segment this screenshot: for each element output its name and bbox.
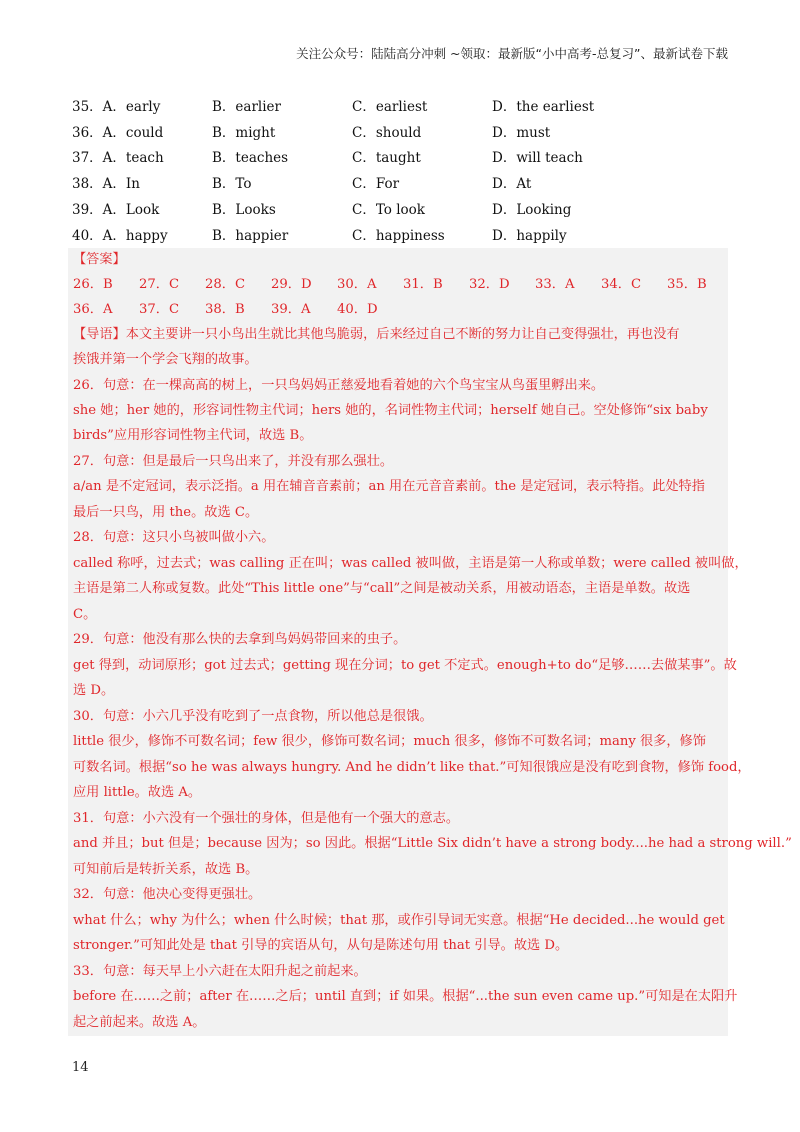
- explanation-line: 32．句意：他决心变得更强壮。: [73, 887, 262, 902]
- option-c: C．To look: [352, 202, 425, 219]
- explanation-line: she 她；her 她的，形容词性物主代词；hers 她的，名词性物主代词；herself 她自己。空处修饰“six baby: [73, 403, 708, 418]
- option-b: B．earlier: [212, 98, 281, 115]
- explanation-line: get 得到，动词原形；got 过去式；getting 现在分词；to get 不定式。enough+to do“足够……去做某事”。故: [73, 658, 737, 673]
- option-list: [72, 92, 732, 247]
- answer-item: 32．D: [469, 277, 510, 292]
- option-c: C．earliest: [352, 98, 428, 115]
- answer-explanation-block: [68, 248, 792, 1036]
- option-c: C．For: [352, 176, 400, 193]
- answer-item: 26．B: [73, 277, 113, 292]
- explanation-line: 可知前后是转折关系，故选 B。: [73, 862, 259, 877]
- explanation-line: 29．句意：他没有那么快的去拿到鸟妈妈带回来的虫子。: [73, 632, 407, 647]
- answer-item: 40．D: [337, 302, 378, 317]
- option-row: [72, 169, 732, 195]
- option-c: C．taught: [352, 150, 421, 167]
- option-d: D．At: [492, 176, 532, 193]
- explanation-line: a/an 是不定冠词，表示泛指。a 用在辅音音素前；an 用在元音音素前。the 是定冠词，表示特指。此处特指: [73, 479, 705, 494]
- option-d: D．will teach: [492, 150, 583, 167]
- option-d: D．Looking: [492, 202, 572, 219]
- explanation-line: 27．句意：但是最后一只鸟出来了，并没有那么强壮。: [73, 454, 394, 469]
- explanation-line: 可数名词。根据“so he was always hungry. And he didn’t like that.”可知很饿应是没有吃到食物，修饰 food，: [73, 760, 751, 775]
- explanation-line: 33．句意：每天早上小六赶在太阳升起之前起来。: [73, 964, 367, 979]
- option-c: C．happiness: [352, 227, 445, 244]
- explanation-line: C。: [73, 607, 97, 622]
- explanation-line: 【导语】本文主要讲一只小鸟出生就比其他鸟脆弱，后来经过自己不断的努力让自己变得强壮，再也没有: [73, 327, 680, 342]
- answer-item: 33．A: [535, 277, 575, 292]
- explanation-line: birds”应用形容词性物主代词，故选 B。: [73, 428, 313, 443]
- explanation-line: little 很少，修饰不可数名词；few 很少，修饰可数名词；much 很多，修饰不可数名词；many 很多，修饰: [73, 734, 706, 749]
- explanation-line: 起之前起来。故选 A。: [73, 1015, 206, 1030]
- option-b: B．Looks: [212, 202, 276, 219]
- answer-item: 30．A: [337, 277, 377, 292]
- answer-item: 38．B: [205, 302, 245, 317]
- explanation-line: and 并且；but 但是；because 因为；so 因此。根据“Little Six didn’t have a strong body....he had a strong will.”: [73, 836, 792, 851]
- explanation-line: what 什么；why 为什么；when 什么时候；that 那，或作引导词无实意。根据“He decided...he would get: [73, 913, 725, 928]
- answer-item: 27．C: [139, 277, 180, 292]
- option-a: 38．A．In: [72, 176, 140, 193]
- option-row: [72, 221, 732, 247]
- explanation-line: 挨饿并第一个学会飞翔的故事。: [73, 352, 258, 367]
- option-row: [72, 118, 732, 144]
- explanation-line: 最后一只鸟，用 the。故选 C。: [73, 505, 259, 520]
- explanation-line: 30．句意：小六几乎没有吃到了一点食物，所以他总是很饿。: [73, 709, 433, 724]
- answer-item: 31．B: [403, 277, 443, 292]
- answer-item: 28．C: [205, 277, 246, 292]
- option-c: C．should: [352, 124, 422, 141]
- answer-item: 39．A: [271, 302, 311, 317]
- option-a: 36．A．could: [72, 124, 164, 141]
- explanation-line: 26．句意：在一棵高高的树上，一只鸟妈妈正慈爱地看着她的六个鸟宝宝从鸟蛋里孵出来。: [73, 378, 605, 393]
- option-a: 39．A．Look: [72, 202, 160, 219]
- option-b: B．might: [212, 124, 276, 141]
- option-row: [72, 92, 732, 118]
- option-d: D．must: [492, 124, 551, 141]
- option-b: B．happier: [212, 227, 289, 244]
- page-number: 14: [72, 1060, 89, 1075]
- explanation-line: 31．句意：小六没有一个强壮的身体，但是他有一个强大的意志。: [73, 811, 460, 826]
- option-d: D．happily: [492, 227, 567, 244]
- option-b: B．teaches: [212, 150, 289, 167]
- answer-label: 【答案】: [73, 252, 126, 267]
- answer-item: 34．C: [601, 277, 642, 292]
- explanation-line: 应用 little。故选 A。: [73, 785, 202, 800]
- explanation-line: called 称呼，过去式；was calling 正在叫；was called 被叫做，主语是第一人称或单数；were called 被叫做，: [73, 556, 748, 571]
- explanation-line: 主语是第二人称或复数。此处“This little one”与“call”之间是被动关系，用被动语态，主语是单数。故选: [73, 581, 691, 596]
- option-a: 35．A．early: [72, 98, 161, 115]
- explanation-line: stronger.”可知此处是 that 引导的宾语从句，从句是陈述句用 that 引导。故选 D。: [73, 938, 569, 953]
- answer-row: [73, 275, 733, 295]
- explanation-line: before 在……之前；after 在……之后；until 直到；if 如果。根据“...the sun even came up.”可知是在太阳升: [73, 989, 738, 1004]
- explanation-line: 28．句意：这只小鸟被叫做小六。: [73, 530, 275, 545]
- option-a: 37．A．teach: [72, 150, 164, 167]
- page-header: 关注公众号：陆陆高分冲刺 ~领取：最新版“小中高考-总复习”、最新试卷下载: [296, 46, 728, 61]
- option-b: B．To: [212, 176, 252, 193]
- answer-item: 29．D: [271, 277, 312, 292]
- answer-row: [73, 300, 403, 320]
- explanation-line: 选 D。: [73, 683, 115, 698]
- answer-item: 36．A: [73, 302, 113, 317]
- option-d: D．the earliest: [492, 98, 595, 115]
- option-a: 40．A．happy: [72, 227, 168, 244]
- option-row: [72, 195, 732, 221]
- answer-item: 35．B: [667, 277, 707, 292]
- answer-item: 37．C: [139, 302, 180, 317]
- option-row: [72, 144, 732, 170]
